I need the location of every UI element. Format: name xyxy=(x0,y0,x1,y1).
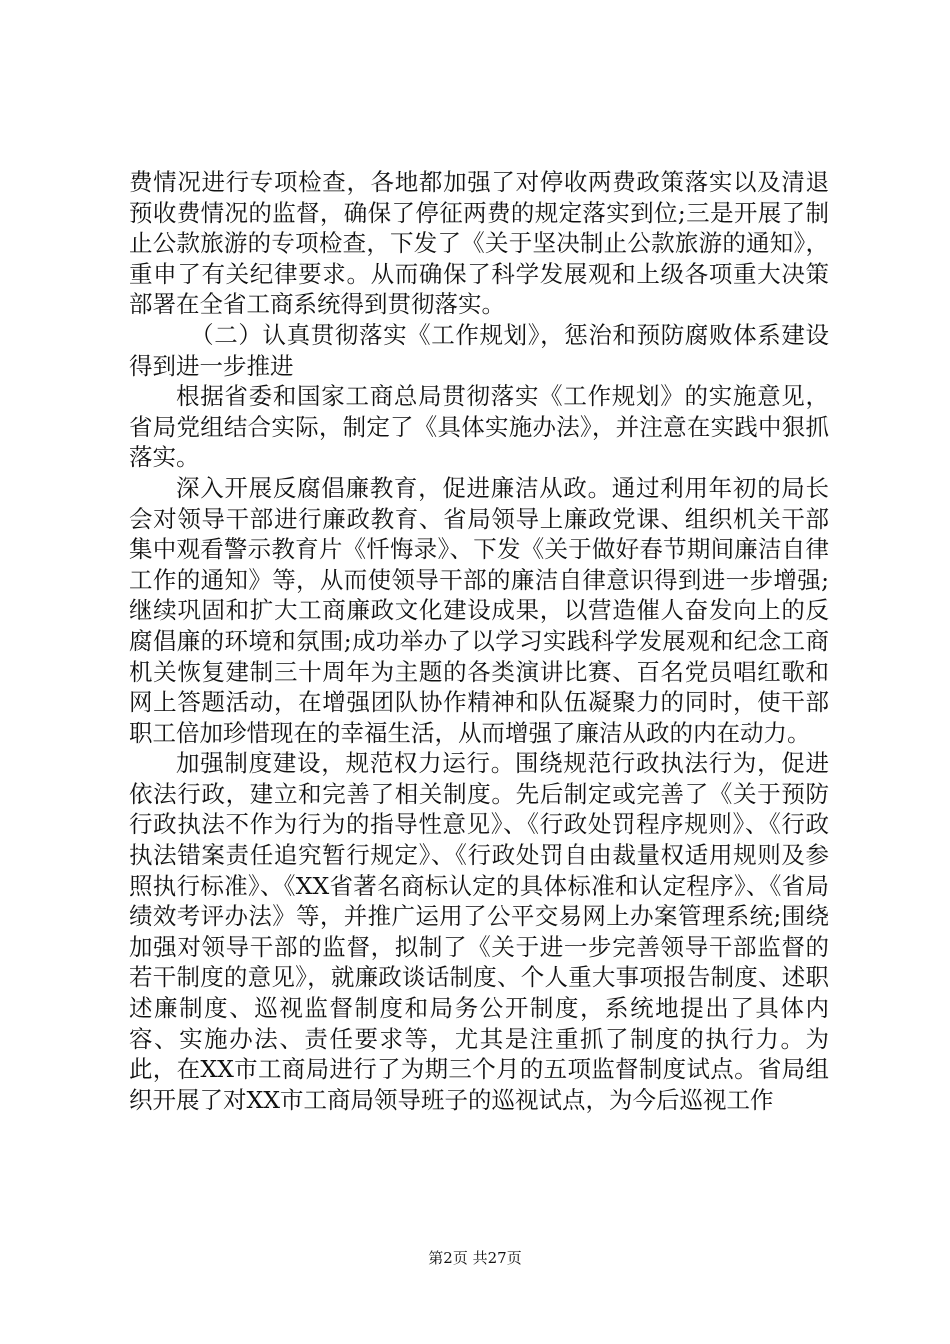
paragraph: 加强制度建设，规范权力运行。围绕规范行政执法行为，促进依法行政，建立和完善了相关制度。先后制定或完善了《关于预防行政执法不作为行为的指导性意见》、《行政处罚程序规则》、《行政执法错案责任追究暂行规定》、《行政处罚自由裁量权适用规则及参照执行标准》、《XX省著名商标认定的具体标准和认定程序》、《省局绩效考评办法》等，并推广运用了公平交易网上办案管理系统;围绕加强对领导干部的监督，拟制了《关于进一步完善领导干部监督的若干制度的意见》，就廉政谈话制度、个人重大事项报告制度、述职述廉制度、巡视监督制度和局务公开制度，系统地提出了具体内容、实施办法、责任要求等，尤其是注重抓了制度的执行力。为此，在XX市工商局进行了为期三个月的五项监督制度试点。省局组织开展了对XX市工商局领导班子的巡视试点，为今后巡视工作 xyxy=(129,749,829,1114)
section-heading: （二）认真贯彻落实《工作规划》，惩治和预防腐败体系建设得到进一步推进 xyxy=(129,320,829,380)
page-footer: 第2页 共27页 xyxy=(428,1249,522,1267)
document-body xyxy=(129,167,829,1115)
paragraph: 深入开展反腐倡廉教育，促进廉洁从政。通过利用年初的局长会对领导干部进行廉政教育、省局领导上廉政党课、组织机关干部集中观看警示教育片《忏悔录》、下发《关于做好春节期间廉洁自律工作的通知》等，从而使领导干部的廉洁自律意识得到进一步增强;继续巩固和扩大工商廉政文化建设成果，以营造催人奋发向上的反腐倡廉的环境和氛围;成功举办了以学习实践科学发展观和纪念工商机关恢复建制三十周年为主题的各类演讲比赛、百名党员唱红歌和网上答题活动，在增强团队协作精神和队伍凝聚力的同时，使干部职工倍加珍惜现在的幸福生活，从而增强了廉洁从政的内在动力。 xyxy=(129,473,829,747)
paragraph: 根据省委和国家工商总局贯彻落实《工作规划》的实施意见，省局党组结合实际，制定了《具体实施办法》，并注意在实践中狠抓落实。 xyxy=(129,382,829,472)
paragraph-continuation: 费情况进行专项检查，各地都加强了对停收两费政策落实以及清退预收费情况的监督，确保了停征两费的规定落实到位;三是开展了制止公款旅游的专项检查，下发了《关于坚决制止公款旅游的通知》，重申了有关纪律要求。从而确保了科学发展观和上级各项重大决策部署在全省工商系统得到贯彻落实。 xyxy=(129,168,829,319)
